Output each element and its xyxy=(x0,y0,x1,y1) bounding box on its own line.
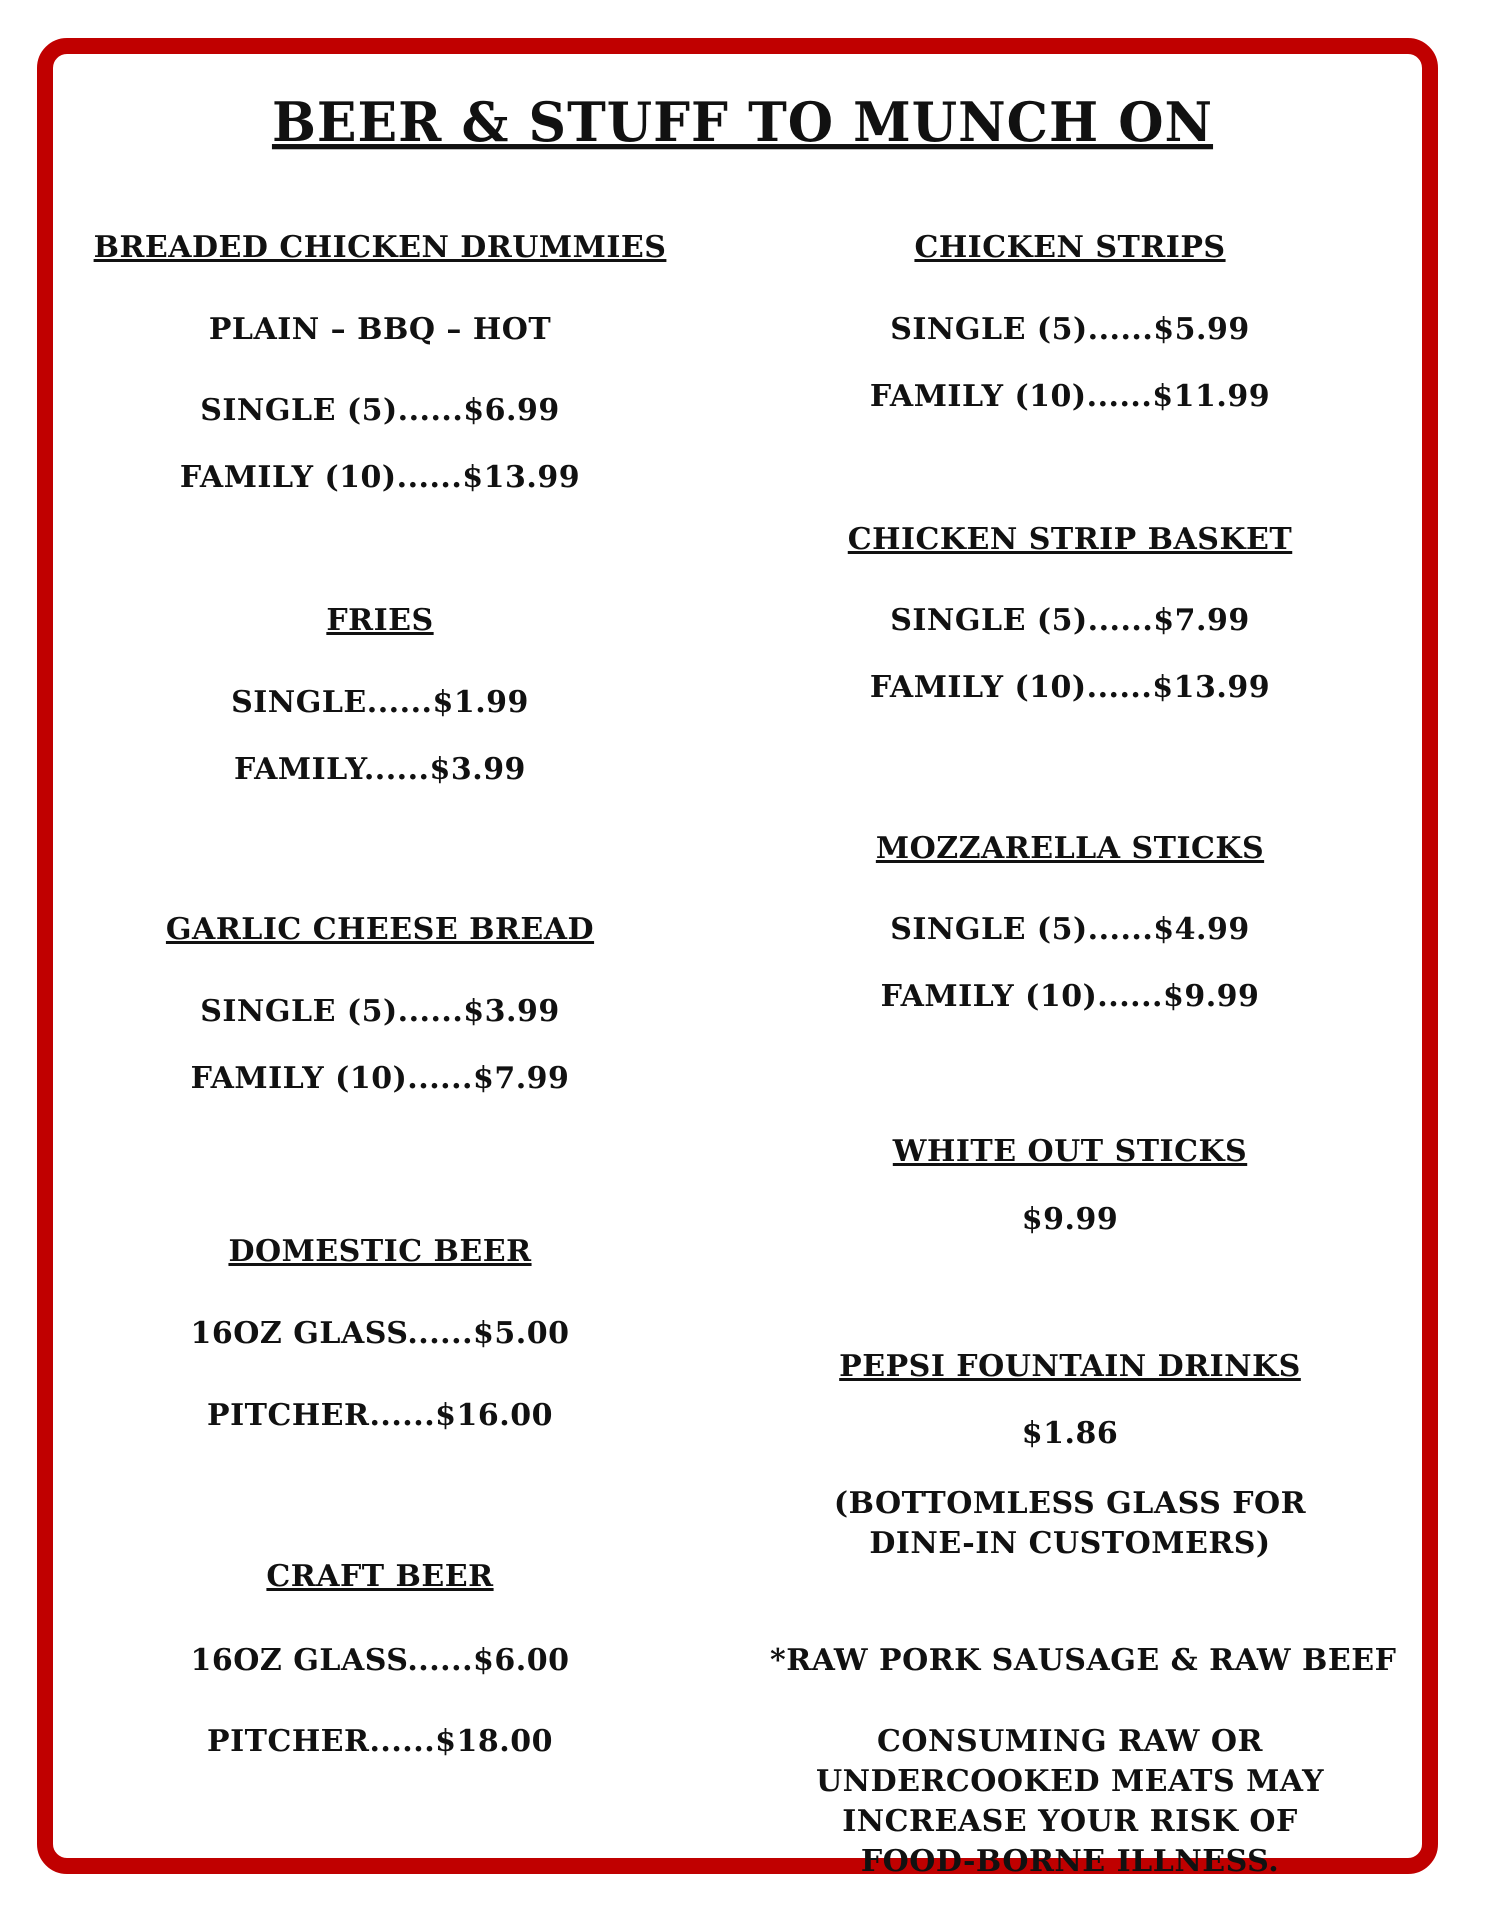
mozzarella-single-price: SINGLE (5)......$4.99 xyxy=(890,912,1250,947)
strip-basket-heading: CHICKEN STRIP BASKET xyxy=(847,522,1293,557)
fries-heading: FRIES xyxy=(326,603,434,638)
chicken-strips-family-price: FAMILY (10)......$11.99 xyxy=(869,379,1271,414)
raw-meat-note: *RAW PORK SAUSAGE & RAW BEEF xyxy=(770,1643,1397,1678)
pepsi-heading: PEPSI FOUNTAIN DRINKS xyxy=(839,1349,1301,1384)
domestic-beer-pitcher-price: PITCHER......$16.00 xyxy=(207,1398,553,1433)
strip-basket-family-price: FAMILY (10)......$13.99 xyxy=(869,670,1271,705)
garlic-bread-heading: GARLIC CHEESE BREAD xyxy=(165,912,595,947)
chicken-strips-single-price: SINGLE (5)......$5.99 xyxy=(890,312,1250,347)
drummies-family-price: FAMILY (10)......$13.99 xyxy=(179,460,581,495)
fries-family-price: FAMILY......$3.99 xyxy=(234,752,526,787)
white-out-price: $9.99 xyxy=(1021,1202,1119,1237)
pepsi-price: $1.86 xyxy=(1021,1416,1119,1451)
pepsi-note: (BOTTOMLESS GLASS FOR DINE-IN CUSTOMERS) xyxy=(833,1486,1307,1561)
strip-basket-single-price: SINGLE (5)......$7.99 xyxy=(890,603,1250,638)
craft-beer-pitcher-price: PITCHER......$18.00 xyxy=(207,1724,553,1759)
domestic-beer-glass-price: 16OZ GLASS......$5.00 xyxy=(190,1316,570,1351)
craft-beer-heading: CRAFT BEER xyxy=(266,1559,494,1594)
white-out-heading: WHITE OUT STICKS xyxy=(892,1134,1248,1169)
mozzarella-heading: MOZZARELLA STICKS xyxy=(875,831,1265,866)
menu-title: BEER & STUFF TO MUNCH ON xyxy=(271,90,1214,155)
drummies-flavors: PLAIN – BBQ – HOT xyxy=(208,312,552,347)
mozzarella-family-price: FAMILY (10)......$9.99 xyxy=(880,979,1260,1014)
food-safety-warning: CONSUMING RAW OR UNDERCOOKED MEATS MAY INCREASE YOUR RISK OF FOOD-BORNE ILLNESS. xyxy=(816,1724,1324,1879)
craft-beer-glass-price: 16OZ GLASS......$6.00 xyxy=(190,1643,570,1678)
drummies-single-price: SINGLE (5)......$6.99 xyxy=(200,393,560,428)
drummies-heading: BREADED CHICKEN DRUMMIES xyxy=(93,230,667,265)
garlic-bread-family-price: FAMILY (10)......$7.99 xyxy=(190,1061,570,1096)
domestic-beer-heading: DOMESTIC BEER xyxy=(228,1234,532,1269)
garlic-bread-single-price: SINGLE (5)......$3.99 xyxy=(200,994,560,1029)
chicken-strips-heading: CHICKEN STRIPS xyxy=(914,230,1226,265)
fries-single-price: SINGLE......$1.99 xyxy=(231,685,529,720)
